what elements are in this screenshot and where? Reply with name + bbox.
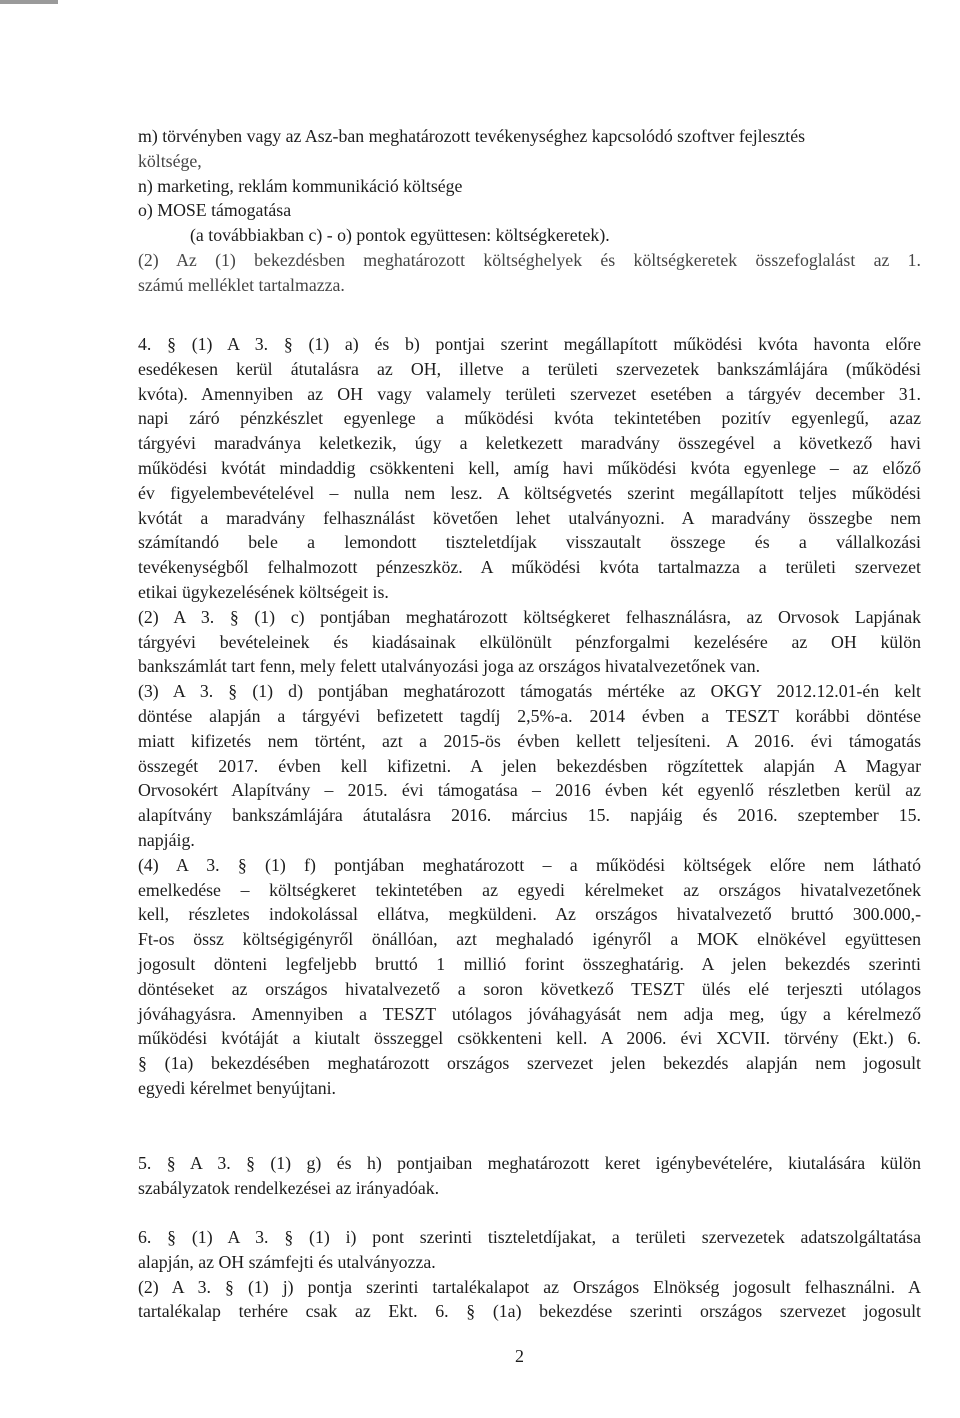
text-line: tárgyévi bevételeinek és kiadásainak elkülönült pénzforgalmi kezelésére az OH külön (138, 631, 921, 652)
text-line: (4) A 3. § (1) f) pontjában meghatározott – a működési költségek előre nem látható (138, 854, 921, 875)
text-line: összegét 2017. évben kell kifizetni. A jelen bekezdésben rögzítettek alapján A Magyar (138, 755, 921, 776)
text-line: n) marketing, reklám kommunikáció költsége (138, 175, 463, 196)
text-line: (a továbbiakban c) - o) pontok együttesen: költségkeretek). (190, 225, 610, 246)
page-number: 2 (515, 1346, 524, 1366)
text-line: jóváhagyásra. Amennyiben a TESZT utólagos jóváhagyását nem adja meg, úgy a kérelmező (138, 1003, 921, 1024)
text-line: bankszámlát tart fenn, mely felett utalványozási joga az országos hivatalvezetőnek van. (138, 656, 761, 677)
text-line: (3) A 3. § (1) d) pontjában meghatározott támogatás mértéke az OKGY 2012.12.01-én kelt (138, 681, 921, 702)
text-block-cost-items (138, 124, 921, 298)
text-line: etikai ügykezelésének költségeit is. (138, 581, 389, 602)
text-line: napjáig. (138, 829, 195, 850)
text-line: számú melléklet tartalmazza. (138, 274, 345, 295)
text-line: napi záró pénzkészlet egyenlege a működési kvóta tekintetében pozitív egyenlegű, azaz (138, 408, 921, 429)
text-line: kell, részletes indokolással ellátva, megküldeni. Az országos hivatalvezető bruttó 300.000,- (138, 904, 921, 925)
text-line: 5. § A 3. § (1) g) és h) pontjaiban meghatározott keret igénybevételére, kiutalására külön (138, 1153, 921, 1173)
text-line: működési kvótáját a kiutalt összeggel csökkenteni kell. A 2006. évi XCVII. törvény (Ekt.) 6. (138, 1028, 921, 1049)
text-line: döntéseket az országos hivatalvezető a soron következő TESZT ülés elé terjeszti utólagos (138, 978, 921, 999)
text-line: m) törvényben vagy az Asz-ban meghatározott tevékenységhez kapcsolódó szoftver fejlesztés (138, 126, 806, 146)
text-line: Ft-os össz költségigényről önállóan, azt meghaladó igényről a MOK elnökével együttesen (138, 929, 921, 950)
text-line: esedékesen kerül átutalásra az OH, illetve a területi szervezetek bankszámlájára (működési (138, 358, 921, 379)
text-line: év figyelembevételével – nulla nem lesz. A költségvetés szerint megállapított teljes működési (138, 482, 921, 503)
text-line: alapítvány bankszámlájára átutalásra 2016. március 15. napjáig és 2016. szeptember 15. (138, 805, 921, 826)
text-line: számítandó bele a lemondott tiszteletdíjak visszautalt összege és a vállalkozási (138, 532, 921, 553)
text-line: emelkedése – költségkeret tekintetében az egyedi kérelmeket az országos hivatalvezetőnek (138, 879, 921, 900)
section-4-block (138, 332, 921, 1101)
scan-edge-mark (0, 0, 58, 4)
section-6-block (138, 1225, 921, 1324)
text-line: kvóta). Amennyiben az OH vagy valamely területi szervezet esetében a tárgyév december 31. (138, 383, 921, 404)
section-5-block (138, 1151, 921, 1201)
text-line: o) MOSE támogatása (138, 200, 292, 221)
text-line: 6. § (1) A 3. § (1) i) pont szerinti tiszteletdíjakat, a területi szervezetek adatszolgáltatása (138, 1227, 921, 1247)
text-line: döntése alapján a tárgyévi befizetett tagdíj 2,5%-a. 2014 évben a TESZT korábbi döntése (138, 705, 921, 726)
text-line: (2) A 3. § (1) c) pontjában meghatározott költségkeret felhasználásra, az Orvosok Lapjának (138, 606, 921, 627)
text-line: Orvosokért Alapítvány – 2015. évi támogatása – 2016 évben két egyenlő részletben kerül az (138, 780, 921, 801)
text-line: kvótát a maradvány felhasználást követően lehet utalványozni. A maradvány összegbe nem (138, 507, 921, 528)
text-line: jogosult dönteni legfeljebb bruttó 1 millió forint összeghatárig. A jelen bekezdés szerinti (138, 953, 921, 974)
text-line: tartalékalap terhére csak az Ekt. 6. § (1a) bekezdése szerinti országos szervezet jogosult (138, 1301, 921, 1322)
text-line: § (1a) bekezdésében meghatározott országos szervezet jelen bekezdés alapján nem jogosult (138, 1053, 921, 1074)
text-line: alapján, az OH számfejti és utalványozza. (138, 1251, 436, 1272)
text-line: 4. § (1) A 3. § (1) a) és b) pontjai szerint megállapított működési kvóta havonta előre (138, 334, 921, 354)
text-line: költsége, (138, 150, 202, 171)
text-line: tárgyévi maradványa keletkezik, úgy a keletkezett maradvány összegével a következő havi (138, 433, 921, 454)
text-line: (2) Az (1) bekezdésben meghatározott költséghelyek és költségkeretek összefoglalást az 1. (138, 249, 921, 270)
text-line: (2) A 3. § (1) j) pontja szerinti tartalékalapot az Országos Elnökség jogosult felhasználni. A (138, 1276, 921, 1297)
text-line: működési kvótát mindaddig csökkenteni kell, amíg havi működési kvóta egyenlege – az előző (138, 457, 921, 478)
text-line: egyedi kérelmet benyújtani. (138, 1077, 336, 1098)
text-line: miatt kifizetés nem történt, azt a 2015-ös évben kellett teljesíteni. A 2016. évi támogatás (138, 730, 921, 751)
text-line: szabályzatok rendelkezései az irányadóak. (138, 1177, 440, 1198)
text-line: tevékenységből felhalmozott pénzeszköz. A működési kvóta tartalmazza a területi szervezet (138, 557, 921, 578)
